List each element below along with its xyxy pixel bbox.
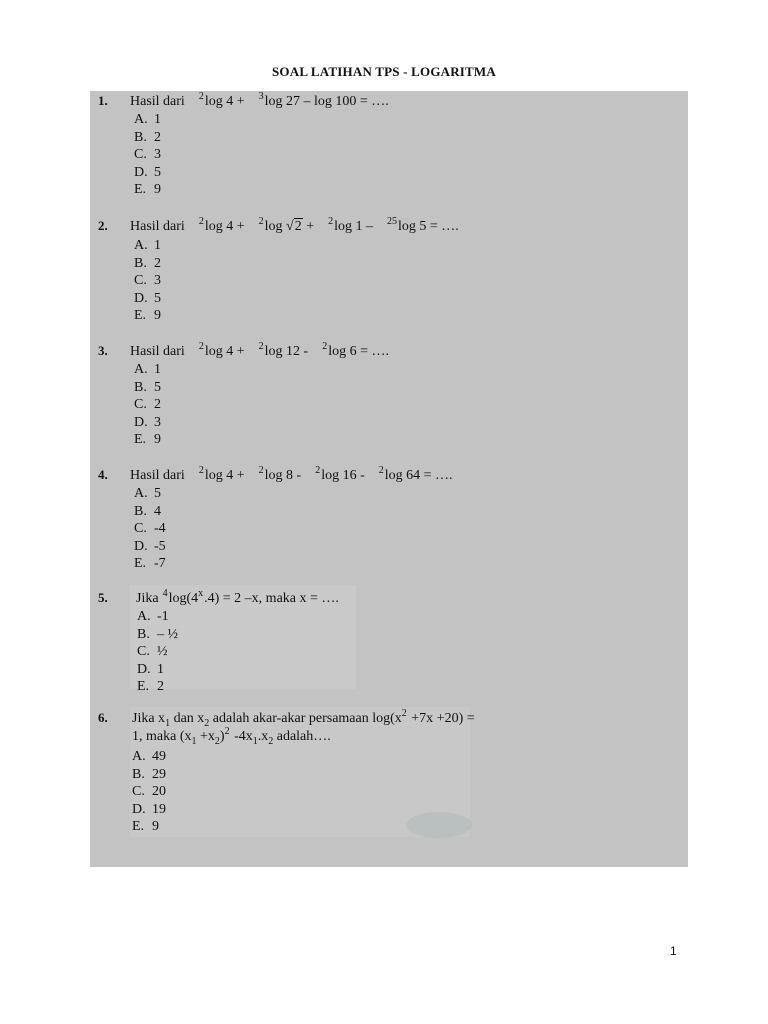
option-e[interactable]: E. 9 xyxy=(134,308,161,323)
option-c[interactable]: C. ½ xyxy=(137,644,168,659)
option-b[interactable]: B. – ½ xyxy=(137,626,178,642)
question-number: 3. xyxy=(98,343,108,358)
question-text: Hasil dari $^2$log 4 + $^2$log 8 - $^2$log 16 - $^2$log 64 = …. xyxy=(130,465,453,483)
option-a[interactable]: A. 1 xyxy=(134,238,161,253)
option-e[interactable]: E. 9 xyxy=(134,182,161,197)
option-b[interactable]: B. 29 xyxy=(132,766,166,782)
option-c[interactable]: C. 3 xyxy=(134,273,161,288)
options-list xyxy=(134,111,161,199)
option-c[interactable]: C. 2 xyxy=(134,397,161,412)
option-d[interactable]: D. 1 xyxy=(137,661,164,677)
option-a[interactable]: A. 49 xyxy=(132,749,166,764)
question-number: 2. xyxy=(98,218,108,233)
page-number: 1 xyxy=(670,944,677,958)
option-d[interactable]: D. 5 xyxy=(134,164,161,180)
question-number: 4. xyxy=(98,467,108,482)
option-d[interactable]: D. 19 xyxy=(132,801,166,817)
option-a[interactable]: A. -1 xyxy=(137,609,169,624)
option-e[interactable]: E. 9 xyxy=(134,432,161,447)
page-title: SOAL LATIHAN TPS - LOGARITMA xyxy=(272,64,496,79)
option-c[interactable]: C. 20 xyxy=(132,784,166,799)
question-text: Jika $x_1$ dan $x_2$ adalah akar-akar persamaan $\log(x^2 +7x +20) = 1$, maka $(x_1 +x_2)^2$ $-4x_1.x_2$ adalah…. xyxy=(132,708,475,747)
options-list xyxy=(134,237,161,325)
smudge-mark xyxy=(406,812,472,838)
square-root: √2 xyxy=(286,219,302,234)
option-b[interactable]: B. 2 xyxy=(134,255,161,271)
option-a[interactable]: A. 1 xyxy=(134,362,161,377)
option-c[interactable]: C. 3 xyxy=(134,147,161,162)
option-e[interactable]: E. 2 xyxy=(137,679,164,694)
option-b[interactable]: B. 4 xyxy=(134,503,161,519)
options-list xyxy=(134,485,166,573)
question-text: Jika $^4\log(4^x.4) = 2$ –x, maka x = …. xyxy=(136,588,339,606)
question-number: 1. xyxy=(98,93,108,108)
option-d[interactable]: D. 3 xyxy=(134,414,161,430)
options-list xyxy=(137,608,178,696)
question-text: Hasil dari $^2$log 4 + $^3$log 27 – log 100 = …. xyxy=(130,91,389,109)
option-a[interactable]: A. 5 xyxy=(134,486,161,501)
question-text: Hasil dari $^2$log 4 + $^2$log 12 - $^2$log 6 = …. xyxy=(130,341,389,359)
question-text: Hasil dari $^2$log 4 + $^2$log √2 + $^2$log 1 – $^{25}$log 5 = …. xyxy=(130,216,459,234)
option-d[interactable]: D. 5 xyxy=(134,290,161,306)
options-list xyxy=(134,361,161,449)
questions-panel xyxy=(90,91,688,867)
option-b[interactable]: B. 2 xyxy=(134,129,161,145)
options-list xyxy=(132,748,166,836)
option-e[interactable]: E. -7 xyxy=(134,556,166,571)
option-b[interactable]: B. 5 xyxy=(134,379,161,395)
question-number: 6. xyxy=(98,710,108,725)
option-e[interactable]: E. 9 xyxy=(132,819,159,834)
option-c[interactable]: C. -4 xyxy=(134,521,166,536)
question-number: 5. xyxy=(98,590,108,605)
option-a[interactable]: A. 1 xyxy=(134,112,161,127)
option-d[interactable]: D. -5 xyxy=(134,538,166,554)
